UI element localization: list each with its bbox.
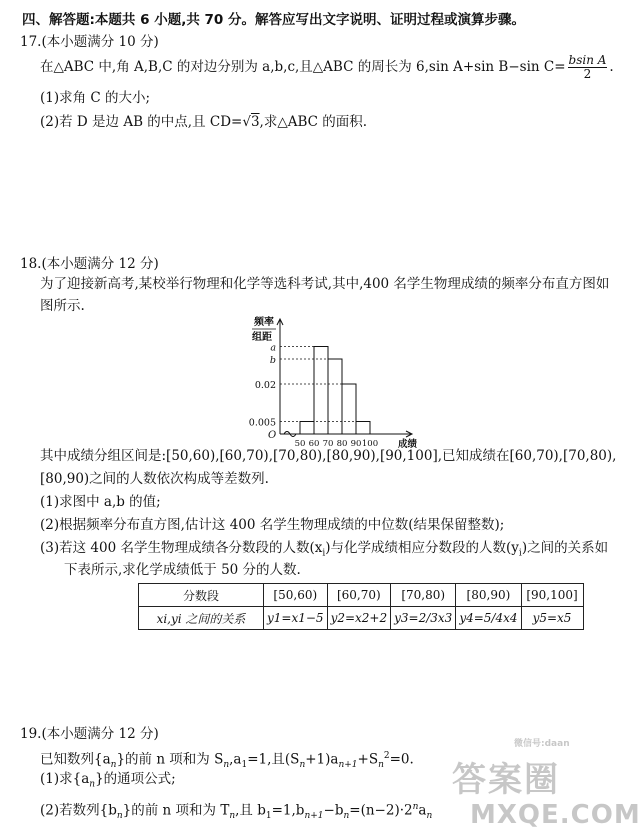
table-relation-cell: y4=5/4x4 <box>456 607 521 630</box>
y-label-bottom: 组距 <box>252 332 272 343</box>
q19-sub: 1 <box>265 811 272 822</box>
q19-part2-a: (2)若数列{b <box>40 802 117 819</box>
q19-sub: n <box>116 811 123 822</box>
q18-part3-sub-i: i <box>322 548 326 559</box>
q17-frac-num: bsin A <box>568 53 607 67</box>
table-relation-cell: y5=x5 <box>521 607 583 630</box>
y-tick-label: 0.02 <box>254 380 276 391</box>
q17-part2: (2)若 D 是边 AB 的中点,且 CD=√3,求△ABC 的面积. <box>40 114 368 130</box>
histogram-bar <box>300 422 314 435</box>
y-tick-label: b <box>269 355 276 366</box>
q18-part3-b: )与化学成绩相应分数段的人数(y <box>325 540 519 556</box>
q18-after-line1: 其中成绩分组区间是:[50,60),[60,70),[70,80),[80,90),[90,100],已知成绩在[60,70),[70,80), <box>40 448 617 464</box>
watermark-main: 答案圈 <box>452 760 560 800</box>
x-tick-label: 80 <box>336 439 348 448</box>
x-tick-label: 100 <box>361 439 379 448</box>
table-row <box>139 607 584 630</box>
x-tick-label: 50 <box>294 439 306 448</box>
q19-sub: n+1 <box>338 760 358 771</box>
x-tick-label: 90 <box>350 439 362 448</box>
q17-part2-end: ,求△ABC 的面积. <box>259 114 368 130</box>
x-axis-label: 成绩 <box>398 439 418 448</box>
q17-part2-text: (2)若 D 是边 AB 的中点,且 CD= <box>40 114 243 130</box>
q19-stem-e: +1)a <box>305 751 339 768</box>
table-segment-cell: [80,90) <box>456 584 521 607</box>
histogram-bar <box>328 359 342 434</box>
q19-sub: 1 <box>241 760 248 771</box>
q18-intro-line1: 为了迎接新高考,某校举行物理和化学等选科考试,其中,400 名学生物理成绩的频率分布直方图如 <box>40 276 610 292</box>
q18-part1: (1)求图中 a,b 的值; <box>40 494 161 510</box>
q19-sub: n <box>378 760 384 771</box>
table-relation-cell: y1=x1−5 <box>264 607 328 630</box>
watermark-sub: MXQE.COM <box>470 800 641 830</box>
q19-stem-a: 已知数列{a <box>40 751 111 768</box>
q17-stem-text: 在△ABC 中,角 A,B,C 的对边分别为 a,b,c,且△ABC 的周长为 6,sin A+sin B−sin C= <box>40 59 566 75</box>
q17-frac-den: 2 <box>583 67 592 81</box>
q17-fraction <box>568 54 608 81</box>
q19-number: 19.(本小题满分 12 分) <box>20 726 159 742</box>
q18-part3-line2: 下表所示,求化学成绩低于 50 分的人数. <box>64 562 301 578</box>
q18-part2: (2)根据频率分布直方图,估计这 400 名学生物理成绩的中位数(结果保留整数); <box>40 517 505 533</box>
origin-label: O <box>268 430 277 441</box>
q19-stem-g: =0. <box>389 751 414 768</box>
x-tick-label: 60 <box>308 439 320 448</box>
q18-intro-line2: 图所示. <box>40 298 85 314</box>
watermark <box>452 739 642 837</box>
q19-stem-b: }的前 n 项和为 S <box>116 751 224 768</box>
table-segment-cell: [70,80) <box>391 584 456 607</box>
table-segment-cell: [50,60) <box>264 584 328 607</box>
q19-sub: n <box>223 760 230 771</box>
relation-table <box>138 583 584 630</box>
q17-part2-sqrt: 3 <box>250 114 260 130</box>
q18-part3-c: )之间的关系如 <box>521 540 609 556</box>
y-tick-label: 0.005 <box>248 417 276 429</box>
q19-part2-e: −b <box>323 802 344 819</box>
q19-sup: 2 <box>383 751 390 761</box>
q19-part1 <box>40 769 176 795</box>
q19-part2-f: =(n−2)·2 <box>349 802 413 819</box>
table-relation-label: xi,yi 之间的关系 <box>139 607 264 630</box>
q19-stem-c: ,a <box>229 751 242 768</box>
q19-part2 <box>40 797 432 826</box>
q17-stem <box>40 54 614 81</box>
q19-sub: n+1 <box>304 811 324 822</box>
x-tick-label: 70 <box>322 439 334 448</box>
q19-sub: n <box>229 811 236 822</box>
table-row <box>139 584 584 607</box>
q19-sup: n <box>412 802 419 812</box>
q19-stem-d: =1,且(S <box>247 751 300 768</box>
q19-part2-c: ,且 b <box>235 802 266 819</box>
q19-sub: n <box>426 811 433 822</box>
q19-part1-b: }的通项公式; <box>95 771 176 787</box>
y-tick-label: a <box>270 342 276 354</box>
table-segment-cell: [90,100] <box>521 584 583 607</box>
q17-number: 17.(本小题满分 10 分) <box>20 34 159 50</box>
frequency-histogram <box>236 316 426 448</box>
q19-part2-b: }的前 n 项和为 T <box>122 802 230 819</box>
q19-part2-d: =1,b <box>271 802 305 819</box>
q18-part3-a: (3)若这 400 名学生物理成绩各分数段的人数(x <box>40 540 323 556</box>
q18-after-line2: [80,90)之间的人数依次构成等差数列. <box>40 471 269 487</box>
q17-part1: (1)求角 C 的大小; <box>40 90 151 106</box>
watermark-tiny: 微信号:daan <box>514 739 570 749</box>
q19-sub: n <box>299 760 306 771</box>
table-header-label: 分数段 <box>139 584 264 607</box>
histogram-bar <box>356 422 370 435</box>
q19-stem-f: +S <box>357 751 379 768</box>
y-label-top: 频率 <box>254 317 274 328</box>
histogram-bar <box>342 384 356 434</box>
q19-sub: n <box>89 779 96 790</box>
q18-number: 18.(本小题满分 12 分) <box>20 256 159 272</box>
table-relation-cell: y2=x2+2 <box>327 607 391 630</box>
table-segment-cell: [60,70) <box>327 584 391 607</box>
q19-part1-a: (1)求{a <box>40 771 90 787</box>
q17-stem-end: . <box>609 59 614 75</box>
q19-sub: n <box>110 760 117 771</box>
q19-sub: n <box>343 811 350 822</box>
table-relation-cell: y3=2/3x3 <box>391 607 456 630</box>
histogram-bar <box>314 347 328 435</box>
q18-part3-sub-i2: i <box>518 548 522 559</box>
q19-part2-g: a <box>418 802 427 819</box>
section-header: 四、解答题:本题共 6 小题,共 70 分。解答应写出文字说明、证明过程或演算步骤。 <box>22 12 526 28</box>
